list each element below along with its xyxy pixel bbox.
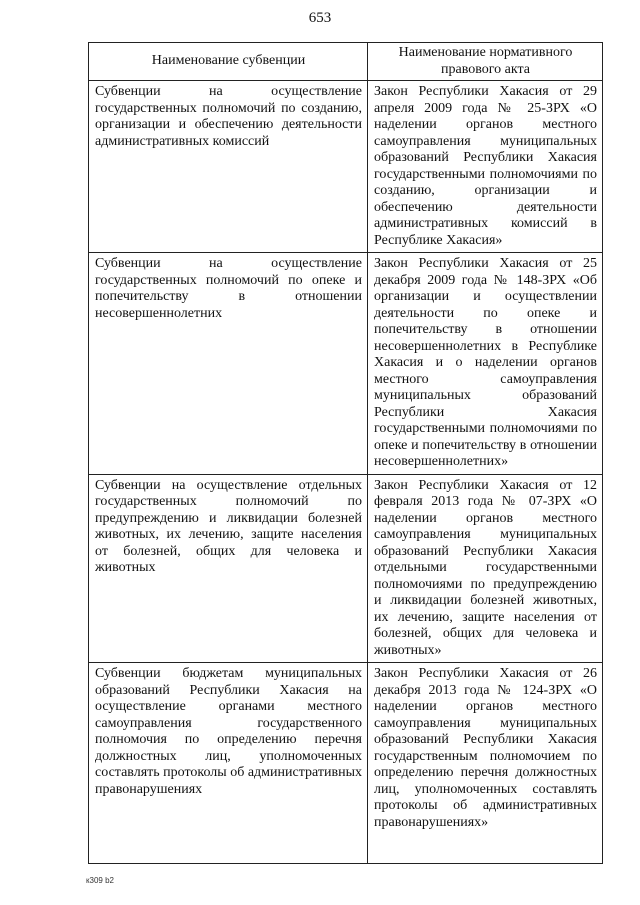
table-row <box>89 474 603 663</box>
table-row <box>89 253 603 475</box>
subventions-table <box>88 42 603 864</box>
subvention-cell: Субвенции на осуществление отдельных государственных полномочий по предупреждению и ликвидации болезней животных, их лечению, защите населения от болезней, общих для человека и животных <box>89 474 368 663</box>
table-row <box>89 81 603 253</box>
legal-act-cell: Закон Республики Хакасия от 25 декабря 2009 года № 148-ЗРХ «Об организации и осуществлении деятельности по опеке и попечительству в отношении несовершеннолетних в Республике Хакасия и о наделении органов местного самоуправления муниципальных образований Республики Хакасия государственными полномочиями по опеке и попечительству в отношении несовершеннолетних» <box>368 253 603 475</box>
table-header-row <box>89 43 603 81</box>
page-number: 653 <box>308 10 332 26</box>
table-row <box>89 663 603 864</box>
footer-print-code: к309 b2 <box>86 876 114 885</box>
subvention-cell: Субвенции бюджетам муниципальных образований Республики Хакасия на осуществление органами местного самоуправления государственного полномочия по определению перечня должностных лиц, уполномоченных составлять протоколы об административных правонарушениях <box>89 663 368 864</box>
legal-act-cell: Закон Республики Хакасия от 12 февраля 2013 года № 07-ЗРХ «О наделении органов местного самоуправления муниципальных образований Республики Хакасия отдельными государственными полномочиями по предупреждению и ликвидации болезней животных, их лечению, защите населения от болезней, общих для человека и животных» <box>368 474 603 663</box>
legal-act-cell: Закон Республики Хакасия от 26 декабря 2013 года № 124-ЗРХ «О наделении органов местного самоуправления муниципальных образований Республики Хакасия государственным полномочием по определению перечня должностных лиц, уполномоченных составлять протоколы об административных правонарушениях» <box>368 663 603 864</box>
header-subvention-name: Наименование субвенции <box>89 43 368 81</box>
legal-act-cell: Закон Республики Хакасия от 29 апреля 2009 года № 25-ЗРХ «О наделении органов местного самоуправления муниципальных образований Республики Хакасия государственными полномочиями по созданию, организации и обеспечению деятельности административных комиссий в Республике Хакасия» <box>368 81 603 253</box>
subvention-cell: Субвенции на осуществление государственных полномочий по созданию, организации и обеспечению деятельности административных комиссий <box>89 81 368 253</box>
header-legal-act-name: Наименование нормативного правового акта <box>368 43 603 81</box>
subvention-cell: Субвенции на осуществление государственных полномочий по опеке и попечительству в отношении несовершеннолетних <box>89 253 368 475</box>
